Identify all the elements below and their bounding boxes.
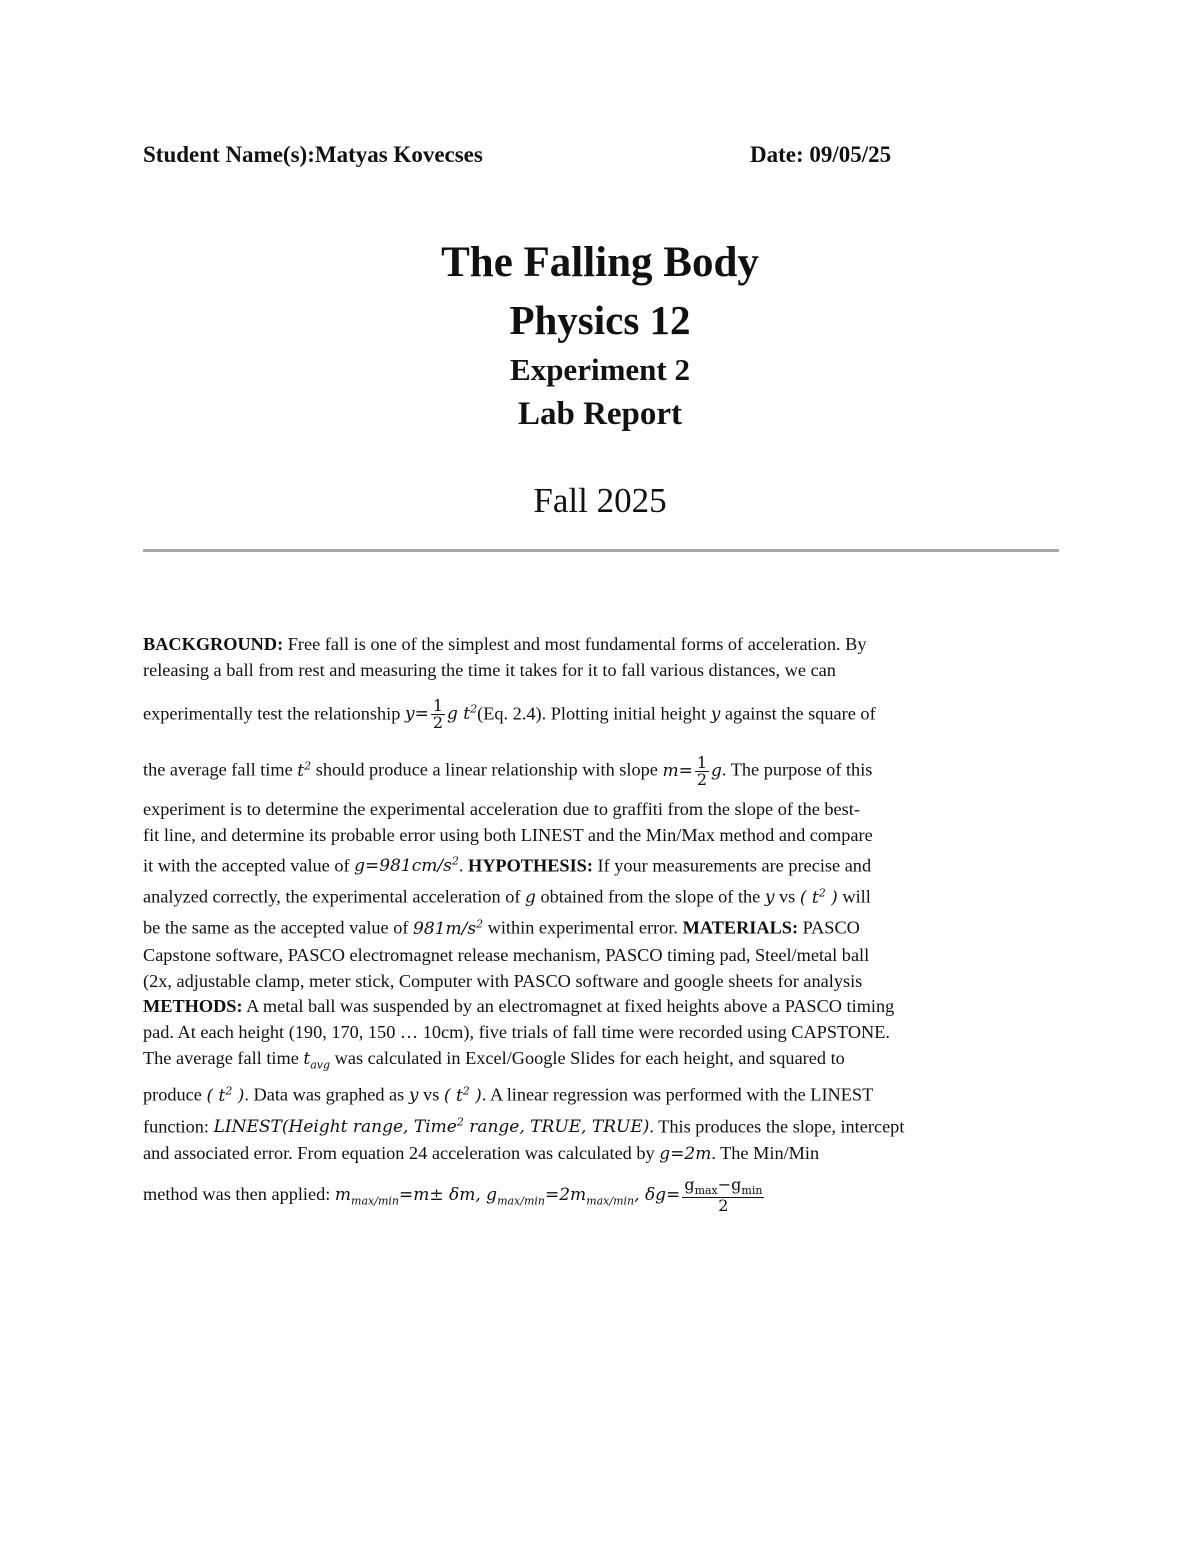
text-span: analyzed correctly, the experimental acceleration of (143, 886, 525, 907)
text-line (143, 1141, 1058, 1168)
report-type: Lab Report (517, 396, 683, 432)
fraction: $\frac{1}{2}$ (432, 696, 444, 733)
text-span: the average fall time (143, 759, 298, 780)
text-line: pad. At each height (190, 170, 150 … 10cm), five trials of fall time were recorded using CAPSTONE. (143, 1022, 890, 1043)
text-span: . The purpose of this (721, 759, 873, 780)
equation: LINEST(Height range, Time$^2$ range, TRUE, TRUE) (213, 1115, 650, 1138)
text-line: releasing a ball from rest and measuring the time it takes for it to fall various distances, we can (143, 659, 836, 680)
equation: $t^2$ (297, 759, 312, 781)
report-title: The Falling Body (441, 239, 759, 286)
var-g: g (525, 887, 536, 908)
text-line (143, 1046, 1058, 1078)
text-line: experiment is to determine the experimental acceleration due to graffiti from the slope of the best- (143, 798, 860, 819)
text-span: and associated error. From equation 24 acceleration was calculated by (143, 1143, 660, 1164)
text-line (143, 1168, 1058, 1227)
var-y: y (408, 1085, 419, 1106)
text-span: within experimental error. (483, 918, 683, 939)
term: Fall 2025 (533, 481, 667, 520)
text-span: will (837, 886, 871, 907)
text-line (143, 632, 1058, 658)
var-y: y (764, 887, 775, 908)
text-line (143, 740, 1058, 797)
text-span: . Data was graphed as (244, 1084, 409, 1105)
student-name-line (143, 142, 483, 168)
text-span: vs (774, 886, 800, 907)
text-span: experimentally test the relationship (143, 703, 405, 724)
text-line: Capstone software, PASCO electromagnet release mechanism, PASCO timing pad, Steel/metal ball (143, 944, 870, 965)
equation: $g=981cm/s^2$ (354, 854, 459, 877)
date-value: 09/05/25 (809, 142, 892, 167)
student-label: Student Name(s): (143, 142, 315, 167)
text-span: Free fall is one of the simplest and most fundamental forms of acceleration. By (283, 634, 867, 654)
fraction: $\frac{1}{2}$ (696, 752, 708, 789)
equation: $t_{avg}$ (303, 1049, 331, 1072)
equation: $m_{max/min}=m\pm \delta m$, $g_{max/min}=2m_{max/min}$, δg= $\frac{g_{max}-g_{min}}{2}$ (334, 1175, 763, 1215)
text-line (143, 1110, 1058, 1141)
text-span: was calculated in Excel/Google Slides for each height, and squared to (330, 1048, 845, 1069)
hypothesis-label: HYPOTHESIS: (467, 855, 593, 876)
text-span: function: (143, 1116, 214, 1137)
date-line (750, 142, 891, 168)
date-label: Date: (750, 142, 810, 167)
student-name: Matyas Kovecses (314, 142, 483, 167)
text-span: it with the accepted value of (143, 855, 355, 876)
text-span: method was then applied: (143, 1183, 335, 1204)
course-title: Physics 12 (509, 297, 691, 343)
text-line: fit line, and determine its probable error using both LINEST and the Min/Max method and compare (143, 824, 873, 845)
text-span: . A linear regression was performed with the LINEST (481, 1084, 874, 1105)
text-span: be the same as the accepted value of (143, 918, 414, 939)
text-line (143, 849, 1058, 880)
text-line (143, 994, 1058, 1020)
var-y: y (710, 704, 721, 725)
text-span: vs (418, 1084, 444, 1105)
equation: y= $\frac{1}{2}$ g $t^2$ (404, 696, 478, 733)
text-line: (2x, adjustable clamp, meter stick, Computer with PASCO software and google sheets for analysis (143, 970, 863, 991)
text-line (143, 880, 1058, 911)
text-span: (Eq. 2.4). Plotting initial height (477, 703, 711, 724)
text-span: PASCO (798, 918, 860, 939)
text-span: against the square of (720, 703, 876, 724)
equation: m= $\frac{1}{2}$ g (662, 752, 722, 789)
text-line (143, 684, 1058, 741)
text-span: should produce a linear relationship with slope (311, 759, 663, 780)
text-span: produce (143, 1084, 207, 1105)
equation: g=2m (659, 1144, 712, 1165)
experiment-number: Experiment 2 (510, 352, 690, 387)
equation: $981m/s^2$ (413, 917, 484, 940)
text-span: The average fall time (143, 1048, 304, 1069)
horizontal-divider (143, 549, 1059, 552)
text-span: A metal ball was suspended by an electromagnet at fixed heights above a PASCO timing (242, 996, 895, 1017)
fraction: $\frac{g_{max}-g_{min}}{2}$ (684, 1175, 763, 1215)
equation: ( $t^2$ ) (443, 1084, 482, 1106)
text-span: obtained from the slope of the (535, 886, 765, 907)
body-text (143, 632, 1058, 1227)
text-line (143, 1078, 1058, 1109)
text-span: . The Min/Min (711, 1143, 820, 1164)
materials-label: MATERIALS: (682, 918, 799, 939)
equation: ( $t^2$ ) (206, 1084, 245, 1106)
text-line (143, 911, 1058, 942)
methods-label: METHODS: (143, 996, 243, 1017)
equation: ( $t^2$ ) (799, 885, 838, 908)
background-label: BACKGROUND: (143, 634, 284, 654)
header-line (143, 142, 943, 176)
text-span: If your measurements are precise and (592, 855, 872, 876)
text-span: . (458, 855, 468, 876)
text-span: . This produces the slope, intercept (649, 1116, 905, 1137)
